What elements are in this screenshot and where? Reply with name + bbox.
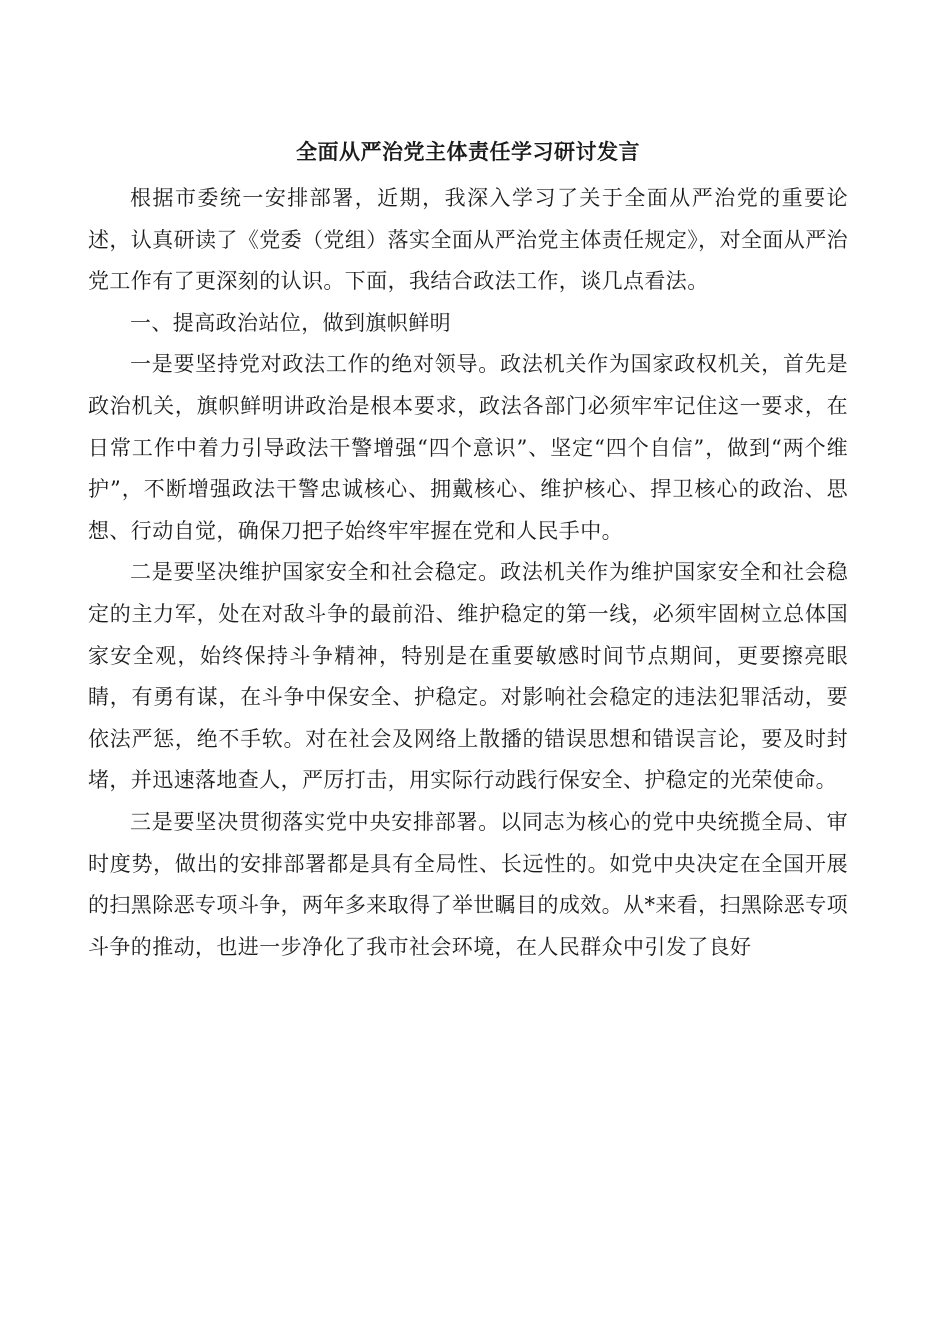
paragraph-point-1: 一是要坚持党对政法工作的绝对领导。政法机关作为国家政权机关，首先是政治机关，旗帜鲜明讲政治是根本要求，政法各部门必须牢牢记住这一要求，在日常工作中着力引导政法干警增强“四个意识”、坚定“四个自信”，做到“两个维护”，不断增强政法干警忠诚核心、拥戴核心、维护核心、捍卫核心的政治、思想、行动自觉，确保刀把子始终牢牢握在党和人民手中。 <box>88 352 848 543</box>
document-page <box>88 130 848 968</box>
paragraph-point-2: 二是要坚决维护国家安全和社会稳定。政法机关作为维护国家安全和社会稳定的主力军，处在对敌斗争的最前沿、维护稳定的第一线，必须牢固树立总体国家安全观，始终保持斗争精神，特别是在重要敏感时间节点期间，更要擦亮眼睛，有勇有谋，在斗争中保安全、护稳定。对影响社会稳定的违法犯罪活动，要依法严惩，绝不手软。对在社会及网络上散播的错误思想和错误言论，要及时封堵，并迅速落地查人，严厉打击，用实际行动践行保安全、护稳定的光荣使命。 <box>88 560 848 793</box>
section-heading-1: 一、提高政治站位，做到旗帜鲜明 <box>130 310 451 335</box>
paragraph-intro: 根据市委统一安排部署，近期，我深入学习了关于全面从严治党的重要论述，认真研读了《党委（党组）落实全面从严治党主体责任规定》，对全面从严治党工作有了更深刻的认识。下面，我结合政法工作，谈几点看法。 <box>88 186 848 294</box>
paragraph-point-3: 三是要坚决贯彻落实党中央安排部署。以同志为核心的党中央统揽全局、审时度势，做出的安排部署都是具有全局性、长远性的。如党中央决定在全国开展的扫黑除恶专项斗争，两年多来取得了举世瞩目的成效。从*来看，扫黑除恶专项斗争的推动，也进一步净化了我市社会环境，在人民群众中引发了良好 <box>88 809 848 959</box>
document-title: 全面从严治党主体责任学习研讨发言 <box>296 140 640 164</box>
